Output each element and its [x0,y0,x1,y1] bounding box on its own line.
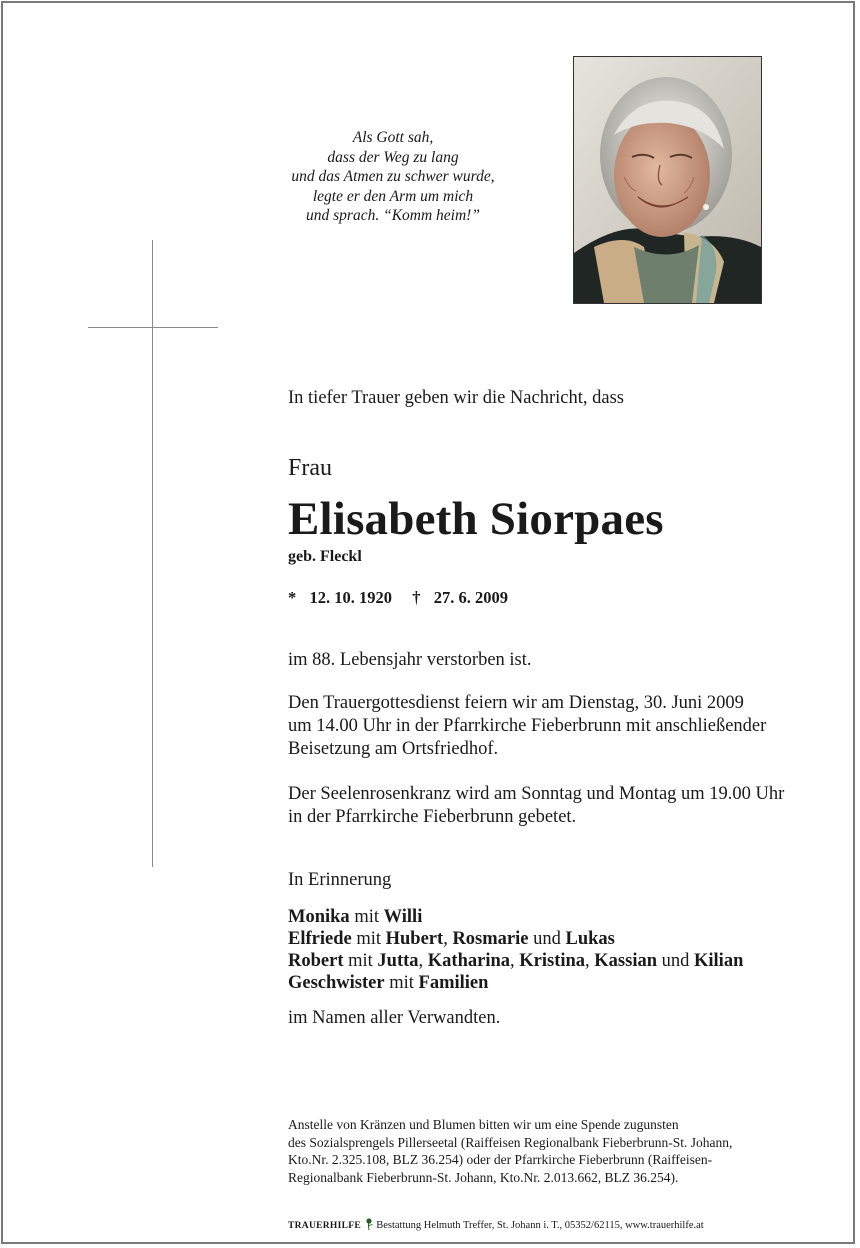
mourner-line [288,950,743,972]
mourner-connector: , [510,951,520,971]
mourner-name: Rosmarie [452,929,529,949]
donation-line: Regionalbank Fieberbrunn-St. Johann, Kto.Nr. 2.013.662, BLZ 36.254). [288,1169,679,1185]
memorial-poem [268,128,518,226]
mourner-name: Lukas [565,929,615,949]
mourner-connector: mit [349,907,384,927]
life-dates [288,588,508,608]
closing-line: im Namen aller Verwandten. [288,1008,501,1028]
mourner-line [288,928,743,950]
mourner-name: Willi [383,907,423,927]
mourner-line [288,906,743,928]
poem-line: dass der Weg zu lang [327,148,459,166]
poem-line: Als Gott sah, [352,129,434,146]
donation-line: Anstelle von Kränzen und Blumen bitten wir um eine Spende zugunsten [288,1117,679,1132]
footer-brand: TRAUERHILFE [288,1221,361,1231]
mourner-name: Katharina [427,951,511,971]
mourner-name: Elfriede [288,929,352,949]
maiden-name: geb. Fleckl [288,548,362,565]
mourner-connector: , [443,929,453,949]
birth-date: 12. 10. 1920 [309,588,392,607]
mourner-connector: mit [351,929,386,949]
mourner-connector: und [657,951,695,971]
mourners-list [288,906,743,994]
death-date: 27. 6. 2009 [433,588,508,607]
donation-note [288,1116,732,1186]
mourner-name: Jutta [377,951,419,971]
mourner-name: Geschwister [288,973,385,993]
mourner-name: Kristina [519,951,586,971]
age-line: im 88. Lebensjahr verstorben ist. [288,650,532,670]
mourner-connector: mit [384,973,419,993]
deceased-name: Elisabeth Siorpaes [288,493,664,545]
donation-line: des Sozialsprengels Pillerseetal (Raiffeisen Regionalbank Fieberbrunn-St. Johann, [288,1134,733,1150]
deceased-title: Frau [288,455,332,481]
mourner-connector: , [585,951,595,971]
mourner-name: Kassian [594,951,658,971]
funeral-service-text [288,692,766,761]
rosary-line: Der Seelenrosenkranz wird am Sonntag und Montag um 19.00 Uhr [288,784,785,804]
poem-line: und das Atmen zu schwer wurde, [291,168,495,185]
service-line: Den Trauergottesdienst feiern wir am Dienstag, 30. Juni 2009 [288,693,744,713]
mourner-connector: und [528,929,566,949]
portrait-photo [573,56,762,304]
mourner-name: Familien [418,973,489,993]
poem-line: legte er den Arm um mich [312,187,474,205]
memory-heading: In Erinnerung [288,870,392,890]
donation-line: Kto.Nr. 2.325.108, BLZ 36.254) oder der Pfarrkirche Fieberbrunn (Raiffeisen- [288,1152,713,1167]
mourner-name: Kilian [694,951,744,971]
mourner-connector: mit [343,951,378,971]
mourner-name: Hubert [385,929,444,949]
rosary-text [288,783,784,829]
death-symbol: † [412,588,421,607]
rose-icon [364,1217,374,1231]
mourner-name: Robert [288,951,344,971]
intro-text: In tiefer Trauer geben wir die Nachricht, dass [288,388,624,408]
birth-symbol: * [288,588,297,607]
rosary-line: in der Pfarrkirche Fieberbrunn gebetet. [288,807,577,827]
cross-horizontal-bar [88,327,218,328]
service-line: um 14.00 Uhr in der Pfarrkirche Fieberbrunn mit anschließender [288,716,767,736]
footer-text: Bestattung Helmuth Treffer, St. Johann i. T., 05352/62115, www.trauerhilfe.at [376,1220,704,1231]
mourner-name: Monika [288,907,350,927]
cross-vertical-bar [152,240,153,867]
footer [288,1217,704,1231]
mourner-connector: , [418,951,428,971]
service-line: Beisetzung am Ortsfriedhof. [288,739,499,759]
poem-line: und sprach. “Komm heim!” [306,207,480,224]
mourner-line [288,972,743,994]
